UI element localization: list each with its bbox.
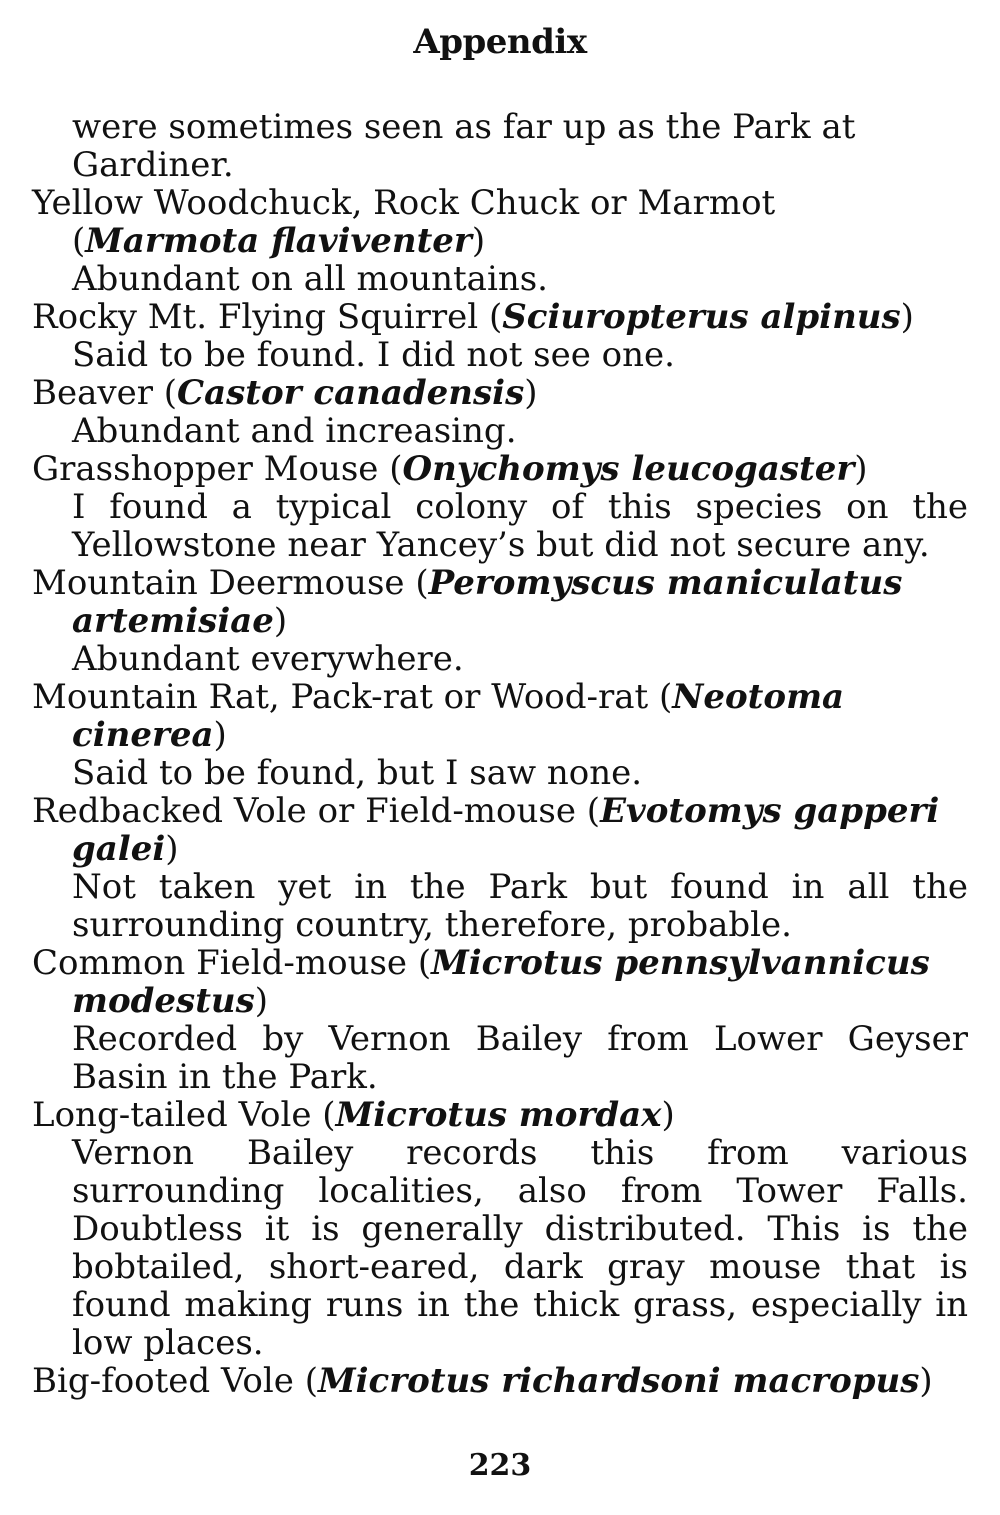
common-name: Redbacked Vole or Field-mouse xyxy=(32,791,576,831)
species-entry: Rocky Mt. Flying Squirrel (Sciuropterus alpinus) xyxy=(32,297,914,337)
scientific-name: Microtus mordax xyxy=(335,1095,662,1135)
scientific-name: Neotoma cinerea xyxy=(72,677,845,755)
common-name: Mountain Deermouse xyxy=(32,563,405,603)
scientific-name: Microtus pennsylvannicus modestus xyxy=(72,943,930,1021)
running-header: Appendix xyxy=(413,22,587,62)
species-note: Said to be found. I did not see one. xyxy=(72,335,675,375)
species-entry: Mountain Deermouse (Peromyscus maniculatus artemisiae) xyxy=(32,563,903,641)
species-entry: Common Field-mouse (Microtus pennsylvannicus modestus) xyxy=(32,943,930,1021)
scientific-name: Sciuropterus alpinus xyxy=(502,297,901,337)
scientific-name: Onychomys leucogaster xyxy=(402,449,855,489)
species-entry: Yellow Woodchuck, Rock Chuck or Marmot (Marmota flaviventer) xyxy=(32,183,776,261)
species-entry: Grasshopper Mouse (Onychomys leucogaster) xyxy=(32,449,868,489)
common-name: Common Field-mouse xyxy=(32,943,408,983)
species-entry: Long-tailed Vole (Microtus mordax) xyxy=(32,1095,675,1135)
common-name: Big-footed Vole xyxy=(32,1361,294,1401)
common-name: Rocky Mt. Flying Squirrel xyxy=(32,297,479,337)
species-note: Recorded by Vernon Bailey from Lower Geyser Basin in the Park. xyxy=(72,1019,968,1097)
scientific-name: Evotomys gapperi galei xyxy=(72,791,940,869)
common-name: Grasshopper Mouse xyxy=(32,449,379,489)
page-number: 223 xyxy=(468,1448,532,1483)
species-note: I found a typical colony of this species on the Yellowstone near Yancey’s but did not secure any. xyxy=(72,487,968,565)
species-note: Abundant and increasing. xyxy=(72,411,517,451)
species-note: Vernon Bailey records this from various surrounding localities, also from Tower Falls. Doubtless it is generally distributed. This is the bobtailed, short-eared, dark gray mouse that is found making runs in the thick grass, especially in low places. xyxy=(72,1133,968,1363)
species-entry: Big-footed Vole (Microtus richardsoni macropus) xyxy=(32,1361,933,1401)
common-name: Mountain Rat, Pack-rat or Wood-rat xyxy=(32,677,649,717)
scientific-name: Peromyscus maniculatus artemisiae xyxy=(72,563,903,641)
species-note: Abundant everywhere. xyxy=(72,639,464,679)
page-text xyxy=(32,108,968,1400)
scientific-name: Microtus richardsoni macropus xyxy=(317,1361,920,1401)
species-entry: Mountain Rat, Pack-rat or Wood-rat (Neotoma cinerea) xyxy=(32,677,845,755)
common-name: Long-tailed Vole xyxy=(32,1095,312,1135)
species-note: Said to be found, but I saw none. xyxy=(72,753,643,793)
common-name: Yellow Woodchuck, Rock Chuck or Marmot xyxy=(32,183,776,223)
species-entry: Beaver (Castor canadensis) xyxy=(32,373,538,413)
species-entry: Redbacked Vole or Field-mouse (Evotomys gapperi galei) xyxy=(32,791,940,869)
species-note: Not taken yet in the Park but found in all the surrounding country, therefore, probable. xyxy=(72,867,968,945)
common-name: Beaver xyxy=(32,373,153,413)
scientific-name: Marmota flaviventer xyxy=(85,221,472,261)
scientific-name: Castor canadensis xyxy=(177,373,525,413)
continued-paragraph: were sometimes seen as far up as the Park at Gardiner. xyxy=(72,107,856,185)
species-note: Abundant on all mountains. xyxy=(72,259,548,299)
